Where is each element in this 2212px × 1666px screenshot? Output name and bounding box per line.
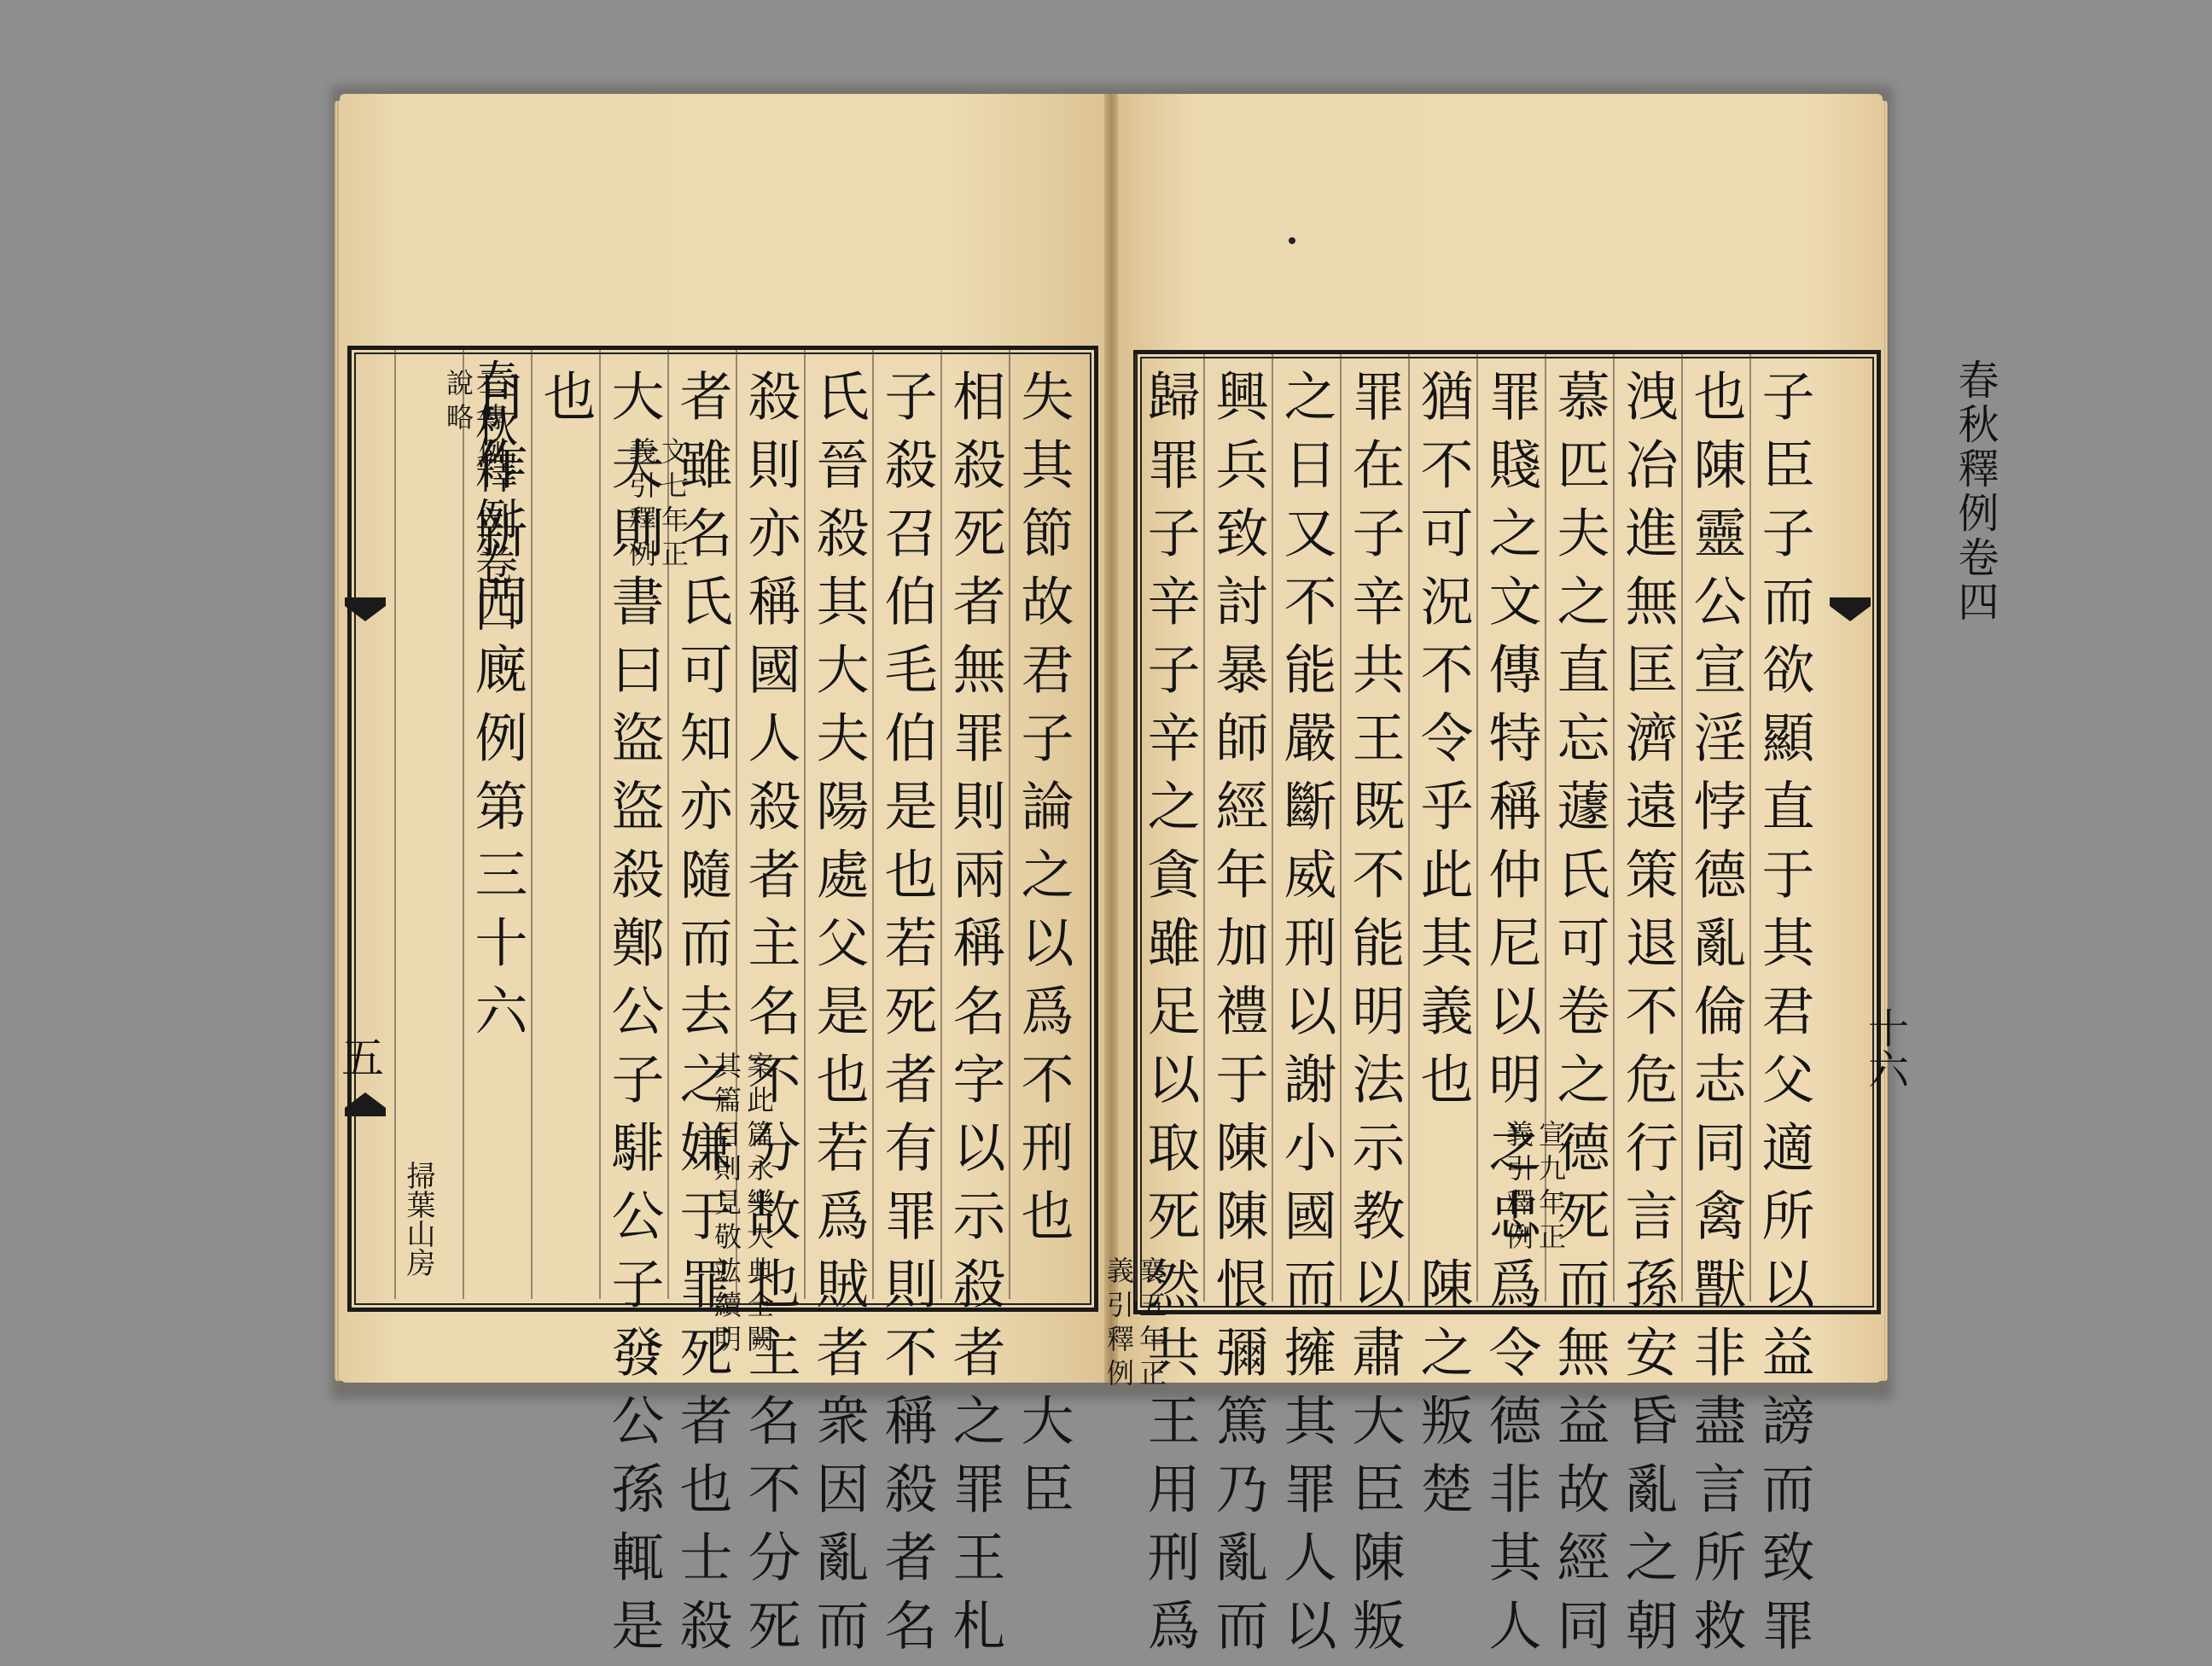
right-margin-title: [1826, 358, 2123, 625]
text-column: [1272, 369, 1340, 1666]
text-column: [1681, 369, 1749, 1666]
interlinear-note: [351, 369, 506, 471]
column-main-text: 氏晉殺其大夫陽處父是也若爲賊者衆因亂而: [807, 369, 870, 1666]
interlinear-note-line: 說略: [442, 369, 474, 437]
text-column: [1476, 369, 1545, 1666]
column-tail-text: 陳之叛楚: [1412, 1256, 1474, 1529]
right-folio: [1826, 1007, 1944, 1089]
right-folio-number: 十六: [1860, 1007, 1909, 1089]
column-main-text: 也: [534, 369, 597, 437]
column-main-text: 興兵致討暴師經年加禮于陳陳恨彌篤乃亂而: [1207, 369, 1269, 1666]
text-column: [804, 369, 872, 1666]
interlinear-note-line: 三傳例: [474, 369, 507, 471]
column-main-text: 相殺死者無罪則兩稱名字以示殺者之罪王札: [944, 369, 1006, 1666]
text-column: [1135, 369, 1203, 1666]
column-main-text: 子殺召伯毛伯是也若死者有罪則不稱殺者名: [876, 369, 938, 1666]
interlinear-note-line: 其篇目則見敬竑續明: [710, 1051, 742, 1359]
interlinear-note-line: 義引釋例: [625, 437, 657, 574]
column-main-text: 失其節故君子論之以爲不刑也: [1012, 369, 1074, 1256]
text-column: [1545, 369, 1613, 1666]
right-fishtail-top-icon: [1830, 597, 1871, 621]
text-column: [1203, 369, 1272, 1666]
interlinear-note-line: 宣九年正: [1534, 1120, 1567, 1256]
ink-dot: [1289, 237, 1295, 244]
column-main-text: 也陳靈公宣淫悖德亂倫志同禽獸非盡言所救: [1685, 369, 1747, 1666]
right-margin-title-text: 春秋釋例卷四: [1951, 358, 1999, 625]
column-main-text: 洩冶進無匡濟遠策退不危行言孫安昏亂之朝: [1616, 369, 1679, 1666]
column-main-text: 殺則亦稱國人殺者主名不分故也主名不分死: [739, 369, 801, 1666]
column-main-text: 歸罪子辛子辛之貪雖足以取死然共王用刑爲: [1138, 369, 1201, 1666]
text-column: [1613, 369, 1681, 1666]
text-column: [940, 369, 1009, 1666]
interlinear-note: [219, 1051, 774, 1359]
interlinear-note-line: 義引釋例: [1502, 1120, 1534, 1256]
column-main-text: 大夫則書曰盜盜殺鄭公子騑公子發公孫輒是: [602, 369, 665, 1666]
text-column: [531, 369, 690, 574]
column-main-text: 日作新門廐例第三十六: [466, 369, 528, 1051]
text-column: [736, 369, 804, 1666]
text-column: [1340, 369, 1408, 1666]
text-column: [1749, 369, 1818, 1666]
text-column: [872, 369, 940, 1666]
interlinear-note-line: 文七年正: [657, 437, 690, 574]
column-main-text: 罪賤之文傳特稱仲尼以明之忠爲令德非其人: [1480, 369, 1542, 1666]
text-column: [1009, 369, 1167, 1529]
column-main-text: 之日又不能嚴斷威刑以謝小國而擁其罪人以: [1275, 369, 1337, 1666]
interlinear-note-line: 義引釋例: [1103, 1256, 1135, 1393]
interlinear-note-line: 案此篇永樂大典全闕: [742, 1051, 775, 1359]
column-tail-text: 大臣: [1012, 1393, 1074, 1529]
interlinear-note-line: 襄五年正: [1135, 1256, 1167, 1393]
column-main-text: 慕匹夫之直忘蘧氏可卷之德死而無益故經同: [1548, 369, 1610, 1666]
column-main-text: 猶不可況不令乎此其義也: [1412, 369, 1474, 1120]
book-gutter: [1104, 94, 1118, 1383]
left-folio-number: 五: [341, 1034, 384, 1083]
left-margin-title-text: 春秋釋例卷四: [469, 358, 518, 635]
column-main-text: 罪在子辛共王既不能明法示教以肅大臣陳叛: [1343, 369, 1406, 1666]
publisher-name: 掃葉山房: [401, 1161, 435, 1277]
text-column: [394, 369, 507, 471]
column-main-text: 者雖名氏可知亦隨而去之嫌于罪死者也士殺: [671, 369, 733, 1666]
left-fishtail-top-icon: [345, 597, 386, 621]
column-main-text: 子臣子而欲顯直于其君父適所以益謗而致罪: [1753, 369, 1815, 1666]
